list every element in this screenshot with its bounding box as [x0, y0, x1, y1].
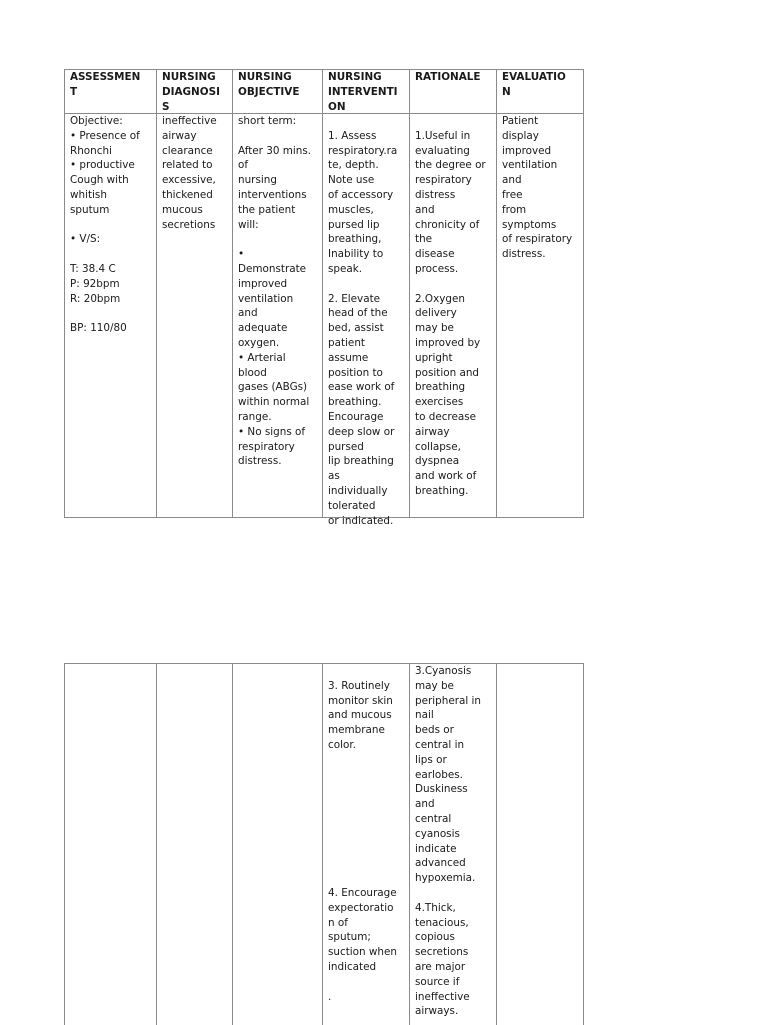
diagnosis-cell-empty [157, 664, 233, 1025]
objective-cell-empty [233, 664, 323, 1025]
evaluation-cell-empty [497, 664, 584, 1025]
diagnosis-cell: ineffective airway clearance related to excessive, thickened mucous secretions [157, 114, 233, 518]
header-nursing-intervention: NURSING INTERVENTI ON [323, 70, 410, 114]
table-row [65, 664, 584, 1025]
evaluation-cell: Patient display improved ventilation and free from symptoms of respiratory distress. [497, 114, 584, 518]
objective-cell: short term: After 30 mins. of nursing interventions the patient will: • Demonstrate improved ventilation and adequate oxygen. • Arterial blood gases (ABGs) within normal range. • No signs of respiratory distress. [233, 114, 323, 518]
intervention-cell: 3. Routinely monitor skin and mucous membrane color. 4. Encourage expectoratio n of sputum; suction when indicated . [323, 664, 410, 1025]
rationale-cell: 1.Useful in evaluating the degree or respiratory distress and chronicity of the disease process. 2.Oxygen delivery may be improved by upright position and breathing exercises to decrease airway collapse, dyspnea and work of breathing. [410, 114, 497, 518]
header-rationale: RATIONALE [410, 70, 497, 114]
care-plan-table-page-2 [64, 663, 584, 1025]
assessment-cell-empty [65, 664, 157, 1025]
header-nursing-diagnosis: NURSING DIAGNOSI S [157, 70, 233, 114]
header-nursing-objective: NURSING OBJECTIVE [233, 70, 323, 114]
care-plan-table-page-1 [64, 69, 584, 527]
header-evaluation: EVALUATIO N [497, 70, 584, 114]
table-header-row [65, 70, 584, 114]
table-row [65, 114, 584, 527]
rationale-cell: 3.Cyanosis may be peripheral in nail beds or central in lips or earlobes. Duskiness and central cyanosis indicate advanced hypoxemia. 4.Thick, tenacious, copious secretions are major source if ineffective airways. [410, 664, 497, 1025]
intervention-cell: 1. Assess respiratory.ra te, depth. Note use of accessory muscles, pursed lip breathing, Inability to speak. 2. Elevate head of the bed, assist patient assume position to ease work of breathing. Encourage deep slow or pursed lip breathing as individually tolerated or indicated. [323, 114, 410, 518]
header-assessment: ASSESSMEN T [65, 70, 157, 114]
assessment-cell: Objective: • Presence of Rhonchi • productive Cough with whitish sputum • V/S: T: 38.4 C P: 92bpm R: 20bpm BP: 110/80 [65, 114, 157, 518]
